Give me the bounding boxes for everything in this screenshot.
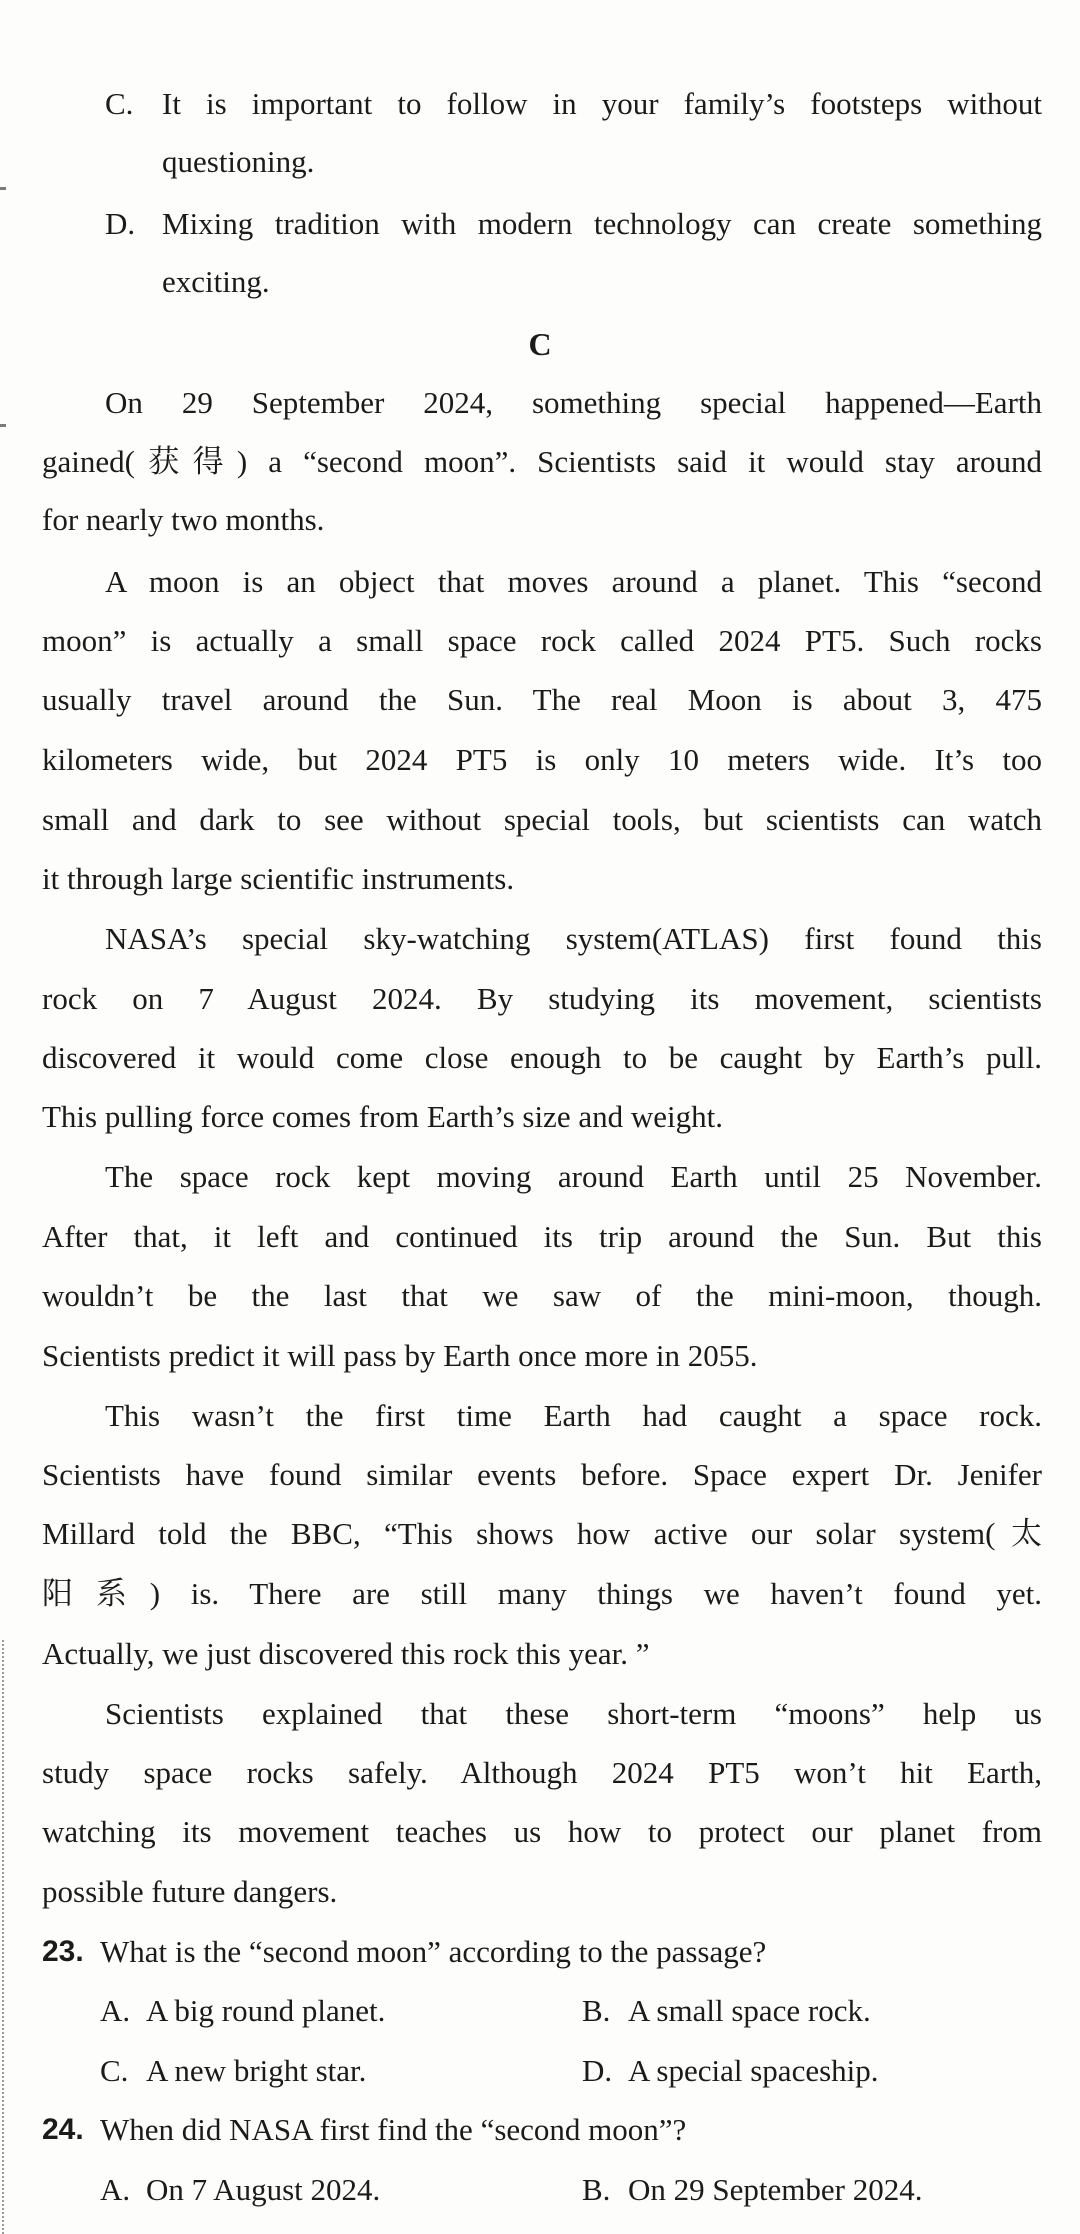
option-label: B. [582,1993,611,2028]
question-23-option-c[interactable] [100,2051,366,2091]
option-d-line2: exciting. [162,264,270,299]
option-text: On 7 August 2024. [146,2172,381,2207]
option-label: C. [100,2053,129,2088]
question-23-option-d[interactable] [582,2051,879,2091]
passage-p6-line4: possible future dangers. [42,1874,338,1909]
passage-p5-line1: This wasn’t the first time Earth had caught a space rock. [105,1398,1042,1433]
binding-mark [0,424,6,427]
question-24-number: 24. [42,2113,84,2146]
passage-p2-line1: A moon is an object that moves around a planet. This “second [105,564,1042,599]
question-23-option-a[interactable] [100,1991,385,2031]
passage-p5-line3: Millard told the BBC, “This shows how active our solar system(太 [42,1516,1042,1551]
option-text: A new bright star. [146,2053,367,2088]
passage-p4-line4: Scientists predict it will pass by Earth once more in 2055. [42,1338,758,1373]
question-24-text: When did NASA first find the “second moon”? [100,2112,687,2147]
question-24-option-a[interactable] [100,2170,380,2210]
option-text: A big round planet. [146,1993,386,2028]
option-d-line1: Mixing tradition with modern technology can create something [162,206,1042,241]
option-d-label: D. [105,206,136,241]
option-text: On 29 September 2024. [628,2172,923,2207]
option-label: B. [582,2172,611,2207]
passage-p2-line5: small and dark to see without special tools, but scientists can watch [42,802,1042,837]
option-text: A special spaceship. [628,2053,879,2088]
passage-p2-line6: it through large scientific instruments. [42,861,515,896]
passage-p5-line4: 阳系) is. There are still many things we haven’t found yet. [42,1576,1042,1611]
option-label: A. [100,2172,131,2207]
option-label: A. [100,1993,131,2028]
option-c-label: C. [105,86,134,121]
passage-p4-line2: After that, it left and continued its trip around the Sun. But this [42,1219,1042,1254]
passage-p1-line2: gained(获得) a “second moon”. Scientists said it would stay around [42,444,1042,479]
passage-p5-line5: Actually, we just discovered this rock this year. ” [42,1636,650,1671]
passage-p6-line3: watching its movement teaches us how to protect our planet from [42,1814,1042,1849]
question-23-text: What is the “second moon” according to the passage? [100,1934,767,1969]
passage-p3-line1: NASA’s special sky-watching system(ATLAS) first found this [105,921,1042,956]
passage-p2-line4: kilometers wide, but 2024 PT5 is only 10 meters wide. It’s too [42,742,1042,777]
passage-p6-line2: study space rocks safely. Although 2024 PT5 won’t hit Earth, [42,1755,1042,1790]
option-label: D. [582,2053,613,2088]
passage-p2-line3: usually travel around the Sun. The real Moon is about 3, 475 [42,682,1042,717]
passage-p4-line3: wouldn’t be the last that we saw of the mini-moon, though. [42,1278,1042,1313]
passage-p3-line4: This pulling force comes from Earth’s size and weight. [42,1099,723,1134]
passage-p4-line1: The space rock kept moving around Earth until 25 November. [105,1159,1042,1194]
question-23-number: 23. [42,1935,84,1968]
option-c-line2: questioning. [162,144,315,179]
binding-dotted-line [2,1640,4,2234]
passage-p3-line2: rock on 7 August 2024. By studying its movement, scientists [42,981,1042,1016]
passage-p1-line3: for nearly two months. [42,502,325,537]
passage-p5-line2: Scientists have found similar events before. Space expert Dr. Jenifer [42,1457,1042,1492]
passage-p2-line2: moon” is actually a small space rock called 2024 PT5. Such rocks [42,623,1042,658]
passage-p6-line1: Scientists explained that these short-term “moons” help us [105,1696,1042,1731]
option-text: A small space rock. [628,1993,871,2028]
question-24-option-b[interactable] [582,2170,922,2210]
section-heading: C [528,326,552,362]
binding-mark [0,187,6,190]
question-23-option-b[interactable] [582,1991,871,2031]
passage-p3-line3: discovered it would come close enough to be caught by Earth’s pull. [42,1040,1042,1075]
option-c-line1: It is important to follow in your family’s footsteps without [162,86,1042,121]
passage-p1-line1: On 29 September 2024, something special happened—Earth [105,385,1042,420]
